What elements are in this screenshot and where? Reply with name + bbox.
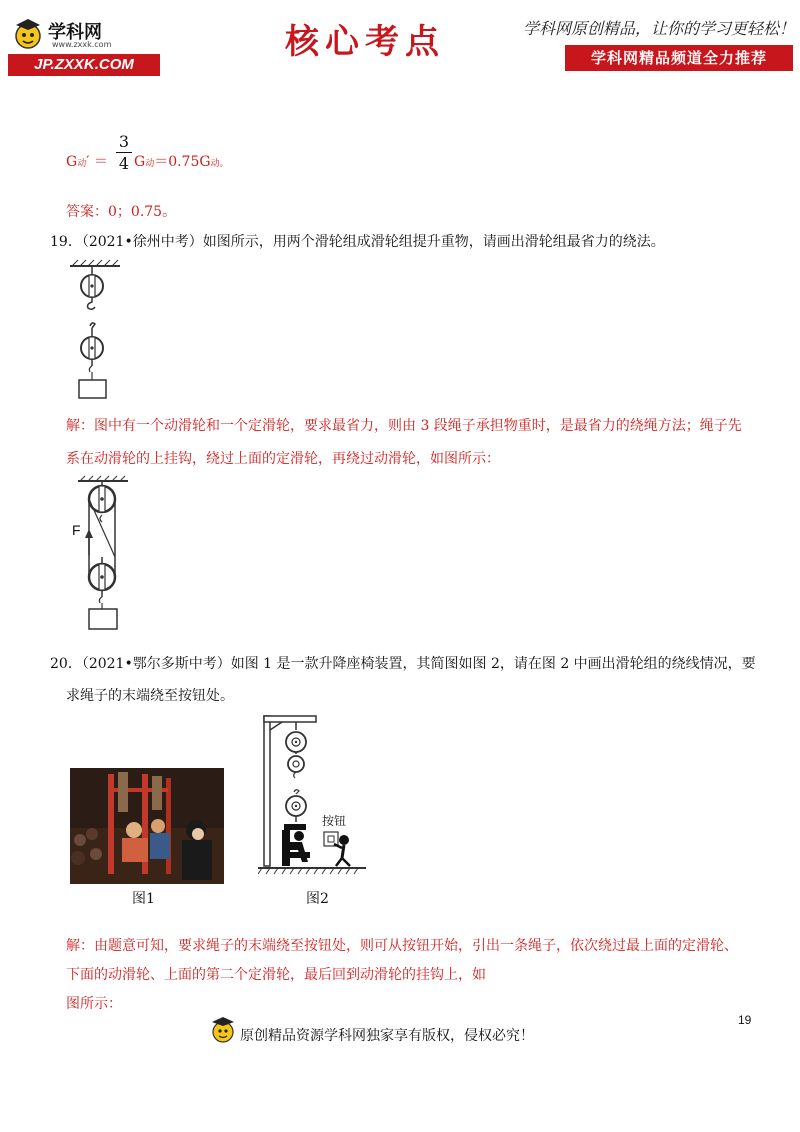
answer-18: 答案：0；0.75。 bbox=[66, 204, 177, 220]
header-title: 核心考点 bbox=[285, 22, 445, 62]
figure-2-caption: 图2 bbox=[306, 891, 329, 907]
formula-g2-sub: 动 bbox=[145, 159, 155, 169]
footer-mascot-icon bbox=[208, 1014, 238, 1046]
formula-result-sub: 动 bbox=[210, 159, 220, 169]
fraction bbox=[116, 132, 132, 175]
force-label: F bbox=[72, 522, 81, 538]
question-19: 19．（2021•徐州中考）如图所示，用两个滑轮组成滑轮组提升重物，请画出滑轮组最省力的绕法。 bbox=[50, 234, 665, 250]
channel-banner[interactable]: 学科网精品频道全力推荐 bbox=[565, 45, 793, 71]
formula-g2: G bbox=[134, 154, 146, 170]
figure-2-diagram bbox=[258, 712, 368, 882]
question-20-line2: 求绳子的末端绕至按钮处。 bbox=[66, 688, 234, 704]
logo-bar: JP.ZXXK.COM bbox=[8, 54, 160, 76]
solution-20-line2: 下面的动滑轮、上面的第二个定滑轮，最后回到动滑轮的挂钩上，如 bbox=[66, 967, 486, 983]
question-20-line1: 20．（2021•鄂尔多斯中考）如图 1 是一款升降座椅装置，其简图如图 2，请在图 2 中画出滑轮组的绕线情况，要 bbox=[50, 656, 756, 672]
logo-name: 学科网 bbox=[48, 22, 102, 43]
page-number: 19 bbox=[738, 1013, 752, 1027]
formula-period: 。 bbox=[219, 159, 229, 169]
solution-19-line2: 系在动滑轮的上挂钩，绕过上面的定滑轮，再绕过动滑轮，如图所示： bbox=[66, 451, 500, 467]
logo-url: www.zxxk.com bbox=[52, 40, 112, 49]
formula-prime-eq: ′ ＝ bbox=[86, 154, 108, 170]
fraction-numerator: 3 bbox=[116, 132, 132, 153]
footer-copyright: 原创精品资源学科网独家享有版权，侵权必究！ bbox=[240, 1028, 534, 1044]
lift-chair-photo-icon bbox=[70, 768, 224, 884]
solution-20-line1: 解：由题意可知，要求绳子的末端绕至按钮处，则可从按钮开始，引出一条绳子，依次绕过最上面的定滑轮、 bbox=[66, 938, 738, 954]
header-slogan: 学科网原创精品，让你的学习更轻松！ bbox=[522, 19, 795, 38]
formula-g: G bbox=[66, 154, 78, 170]
fraction-denominator: 4 bbox=[118, 154, 130, 173]
site-logo[interactable] bbox=[8, 16, 160, 74]
formula-g-sub: 动 bbox=[77, 159, 87, 169]
formula-result bbox=[134, 152, 229, 174]
solution-19-line1: 解：图中有一个动滑轮和一个定滑轮，要求最省力，则由 3 段绳子承担物重时，是最省力的绕绳方法；绳子先 bbox=[66, 418, 742, 434]
pulley-figure-q19 bbox=[60, 258, 130, 400]
figure-1-caption: 图1 bbox=[132, 891, 155, 907]
formula-eq-result: ＝0.75G bbox=[154, 154, 211, 170]
solution-20-line3: 图所示： bbox=[66, 996, 122, 1012]
formula-line bbox=[66, 152, 108, 174]
pulley-solution-figure-q19 bbox=[68, 475, 138, 635]
button-label: 按钮 bbox=[322, 814, 347, 828]
figure-1-photo bbox=[70, 768, 224, 884]
mascot-icon bbox=[10, 16, 46, 52]
